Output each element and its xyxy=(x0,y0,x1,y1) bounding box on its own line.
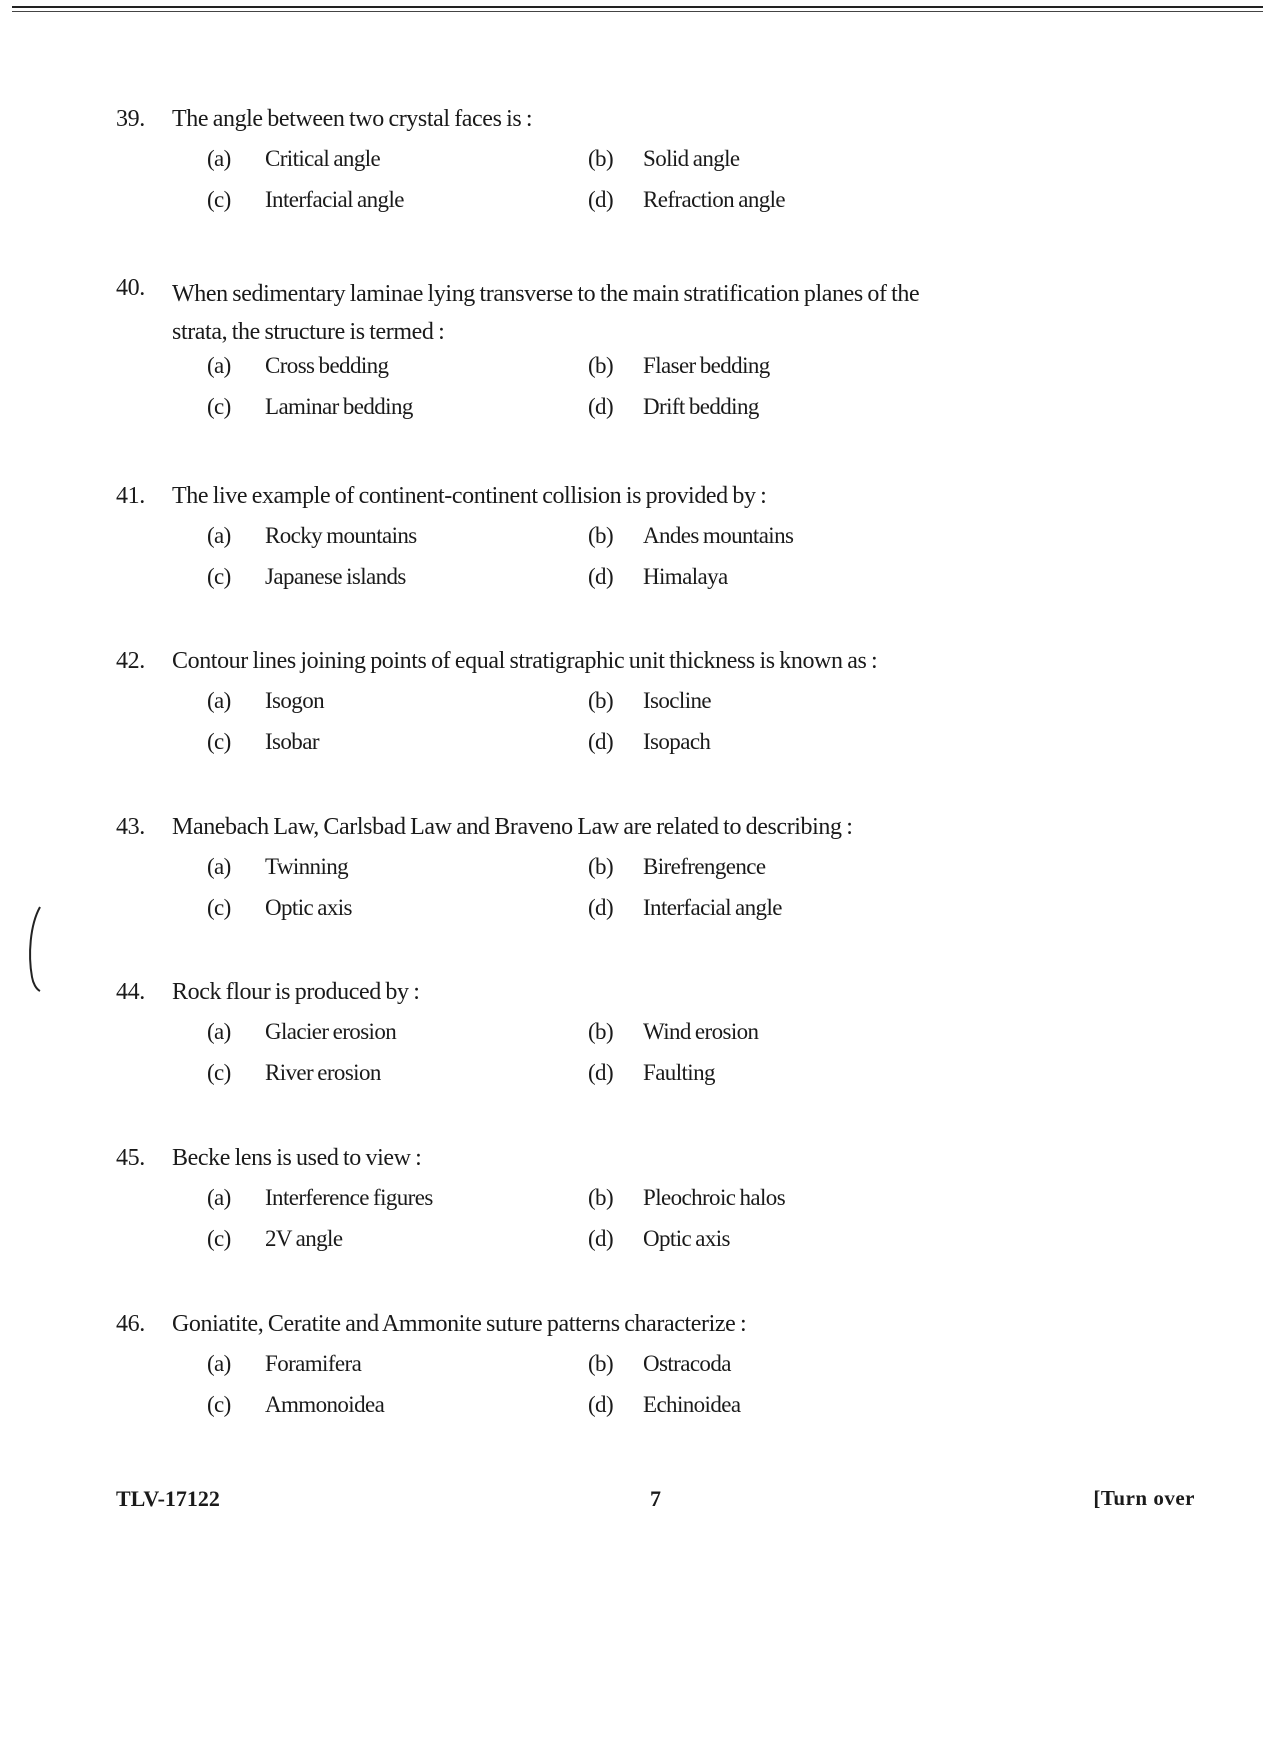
option-c: Laminar bedding xyxy=(265,394,413,419)
option-key-a: (a) xyxy=(207,1185,231,1210)
option-list xyxy=(0,688,1275,770)
option-key-a: (a) xyxy=(207,1019,231,1044)
question-text: Goniatite, Ceratite and Ammonite suture patterns characterize : xyxy=(172,1311,747,1337)
question-number: 43. xyxy=(116,814,145,840)
option-key-d: (d) xyxy=(588,1392,614,1417)
question-number: 46. xyxy=(116,1311,145,1337)
question-number: 44. xyxy=(116,979,145,1005)
question-text: The angle between two crystal faces is : xyxy=(172,106,533,132)
question-text: When sedimentary laminae lying transverse to the main stratification planes of the strata, the structure is termed : xyxy=(172,281,920,345)
question-number: 39. xyxy=(116,106,145,132)
option-key-b: (b) xyxy=(588,688,614,713)
option-key-b: (b) xyxy=(588,1019,614,1044)
question-40 xyxy=(0,275,1275,435)
option-key-b: (b) xyxy=(588,854,614,879)
option-b: Wind erosion xyxy=(643,1019,759,1044)
option-key-b: (b) xyxy=(588,1351,614,1376)
question-43 xyxy=(0,814,1275,936)
option-key-a: (a) xyxy=(207,688,231,713)
turn-over-label: [Turn over xyxy=(1093,1486,1195,1510)
option-key-d: (d) xyxy=(588,187,614,212)
page-number: 7 xyxy=(650,1486,661,1511)
option-key-a: (a) xyxy=(207,1351,231,1376)
option-key-b: (b) xyxy=(588,353,614,378)
option-key-a: (a) xyxy=(207,353,231,378)
option-c: Ammonoidea xyxy=(265,1392,385,1417)
option-key-a: (a) xyxy=(207,146,231,171)
option-key-a: (a) xyxy=(207,523,231,548)
option-c: Japanese islands xyxy=(265,564,406,589)
question-44 xyxy=(0,979,1275,1101)
option-key-d: (d) xyxy=(588,394,614,419)
header-rule xyxy=(12,6,1263,14)
option-b: Birefrengence xyxy=(643,854,766,879)
option-b: Pleochroic halos xyxy=(643,1185,786,1210)
question-number: 40. xyxy=(116,275,145,301)
option-key-b: (b) xyxy=(588,523,614,548)
option-list xyxy=(0,523,1275,605)
option-d: Refraction angle xyxy=(643,187,786,212)
option-key-d: (d) xyxy=(588,895,614,920)
option-list xyxy=(0,1185,1275,1267)
question-number: 41. xyxy=(116,483,145,509)
option-key-c: (c) xyxy=(207,729,231,754)
option-a: Critical angle xyxy=(265,146,381,171)
option-key-c: (c) xyxy=(207,1060,231,1085)
option-key-a: (a) xyxy=(207,854,231,879)
option-a: Interference figures xyxy=(265,1185,433,1210)
option-c: Isobar xyxy=(265,729,319,754)
option-key-c: (c) xyxy=(207,1226,231,1251)
option-d: Himalaya xyxy=(643,564,728,589)
question-46 xyxy=(0,1311,1275,1433)
question-41 xyxy=(0,483,1275,605)
option-b: Isocline xyxy=(643,688,712,713)
page-footer xyxy=(0,1486,1275,1526)
option-list xyxy=(0,1019,1275,1101)
paper-code: TLV-17122 xyxy=(116,1486,220,1511)
question-text: Manebach Law, Carlsbad Law and Braveno Law are related to describing : xyxy=(172,814,853,840)
option-a: Isogon xyxy=(265,688,325,713)
option-d: Faulting xyxy=(643,1060,715,1085)
question-45 xyxy=(0,1145,1275,1267)
option-b: Solid angle xyxy=(643,146,740,171)
question-text: Rock flour is produced by : xyxy=(172,979,420,1005)
option-d: Interfacial angle xyxy=(643,895,782,920)
option-key-c: (c) xyxy=(207,895,231,920)
option-key-c: (c) xyxy=(207,394,231,419)
option-d: Isopach xyxy=(643,729,711,754)
question-42 xyxy=(0,648,1275,770)
option-a: Cross bedding xyxy=(265,353,389,378)
option-key-b: (b) xyxy=(588,1185,614,1210)
option-c: Interfacial angle xyxy=(265,187,404,212)
option-c: River erosion xyxy=(265,1060,381,1085)
option-list xyxy=(0,353,1275,435)
option-list xyxy=(0,146,1275,228)
question-number: 42. xyxy=(116,648,145,674)
option-key-c: (c) xyxy=(207,1392,231,1417)
option-key-d: (d) xyxy=(588,1060,614,1085)
option-c: 2V angle xyxy=(265,1226,343,1251)
question-39 xyxy=(0,106,1275,228)
question-text: The live example of continent-continent collision is provided by : xyxy=(172,483,767,509)
option-key-b: (b) xyxy=(588,146,614,171)
option-a: Rocky mountains xyxy=(265,523,417,548)
option-list xyxy=(0,854,1275,936)
question-number: 45. xyxy=(116,1145,145,1171)
option-a: Foramifera xyxy=(265,1351,362,1376)
option-d: Drift bedding xyxy=(643,394,759,419)
option-list xyxy=(0,1351,1275,1433)
question-text: Contour lines joining points of equal stratigraphic unit thickness is known as : xyxy=(172,648,878,674)
option-a: Glacier erosion xyxy=(265,1019,397,1044)
option-key-d: (d) xyxy=(588,564,614,589)
option-d: Optic axis xyxy=(643,1226,730,1251)
option-key-c: (c) xyxy=(207,187,231,212)
option-key-d: (d) xyxy=(588,729,614,754)
option-key-c: (c) xyxy=(207,564,231,589)
option-b: Flaser bedding xyxy=(643,353,770,378)
option-key-d: (d) xyxy=(588,1226,614,1251)
question-text: Becke lens is used to view : xyxy=(172,1145,422,1171)
option-c: Optic axis xyxy=(265,895,352,920)
option-b: Ostracoda xyxy=(643,1351,731,1376)
option-d: Echinoidea xyxy=(643,1392,741,1417)
option-a: Twinning xyxy=(265,854,349,879)
option-b: Andes mountains xyxy=(643,523,794,548)
